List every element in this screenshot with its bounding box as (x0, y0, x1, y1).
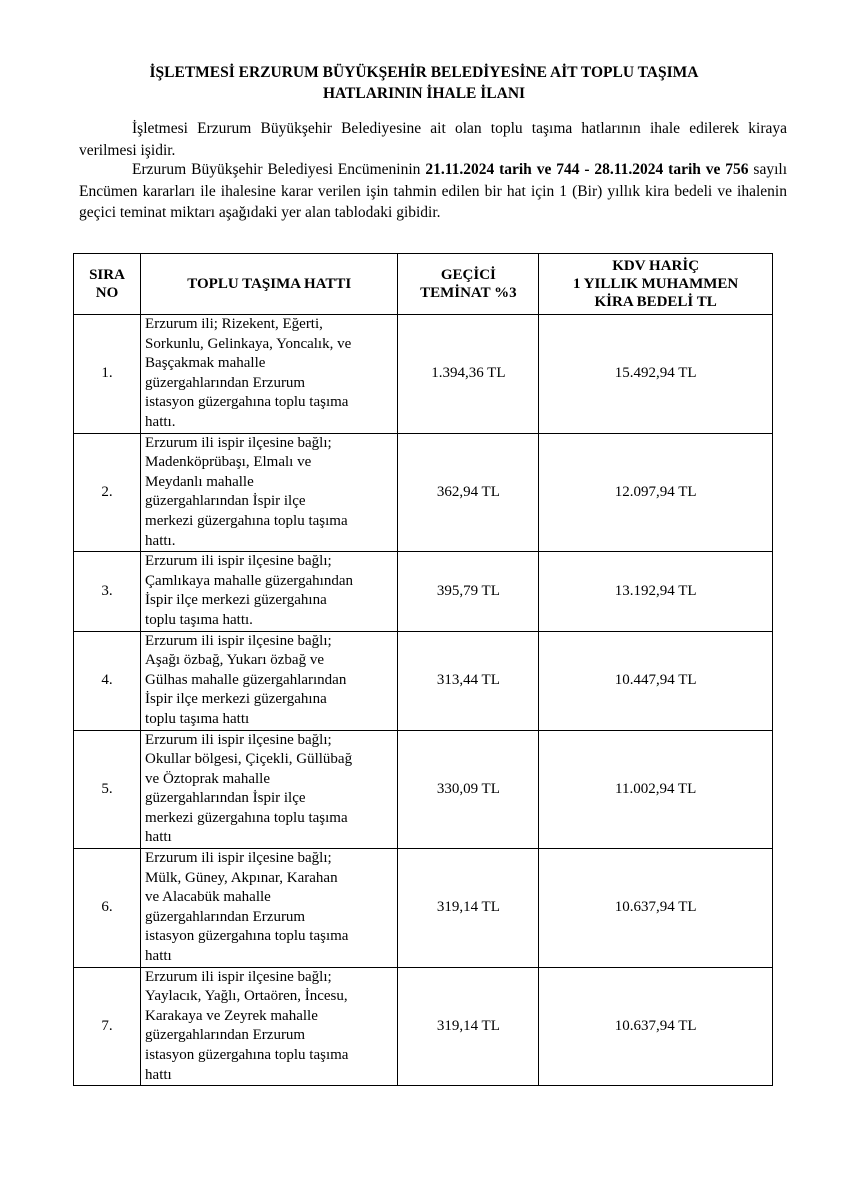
p2-rest: sayılı Encümen kararları ile ihalesine karar verilen işin tahmin edilen bir hat için 1 (Bir) yıllık kira bedeli ve ihalenin geçici teminat miktarı aşağıdaki yer alan tablodaki gibidir. (79, 161, 787, 221)
route-line: Okullar bölgesi, Çiçekli, Güllübağ (145, 751, 353, 768)
route-line: Erzurum ili ispir ilçesine bağlı; (145, 731, 332, 748)
route-line: Başçakmak mahalle (145, 355, 266, 372)
p2-decision-dates: 21.11.2024 tarih ve 744 - 28.11.2024 tarih ve 756 (425, 161, 749, 178)
route-line: Çamlıkaya mahalle güzergahından (145, 572, 354, 589)
deposit-cell: 319,14 TL (398, 967, 539, 1086)
route-line: Erzurum ili ispir ilçesine bağlı; (145, 850, 332, 867)
deposit-cell: 362,94 TL (398, 433, 539, 552)
header-route: TOPLU TAŞIMA HATTI (141, 254, 398, 315)
route-cell (141, 433, 398, 552)
route-line: hattı. (145, 413, 176, 430)
route-cell (141, 552, 398, 631)
route-cell (141, 849, 398, 968)
route-line: hattı (145, 829, 172, 846)
table-header-row (74, 254, 773, 315)
route-line: Karakaya ve Zeyrek mahalle (145, 1007, 318, 1024)
route-line: istasyon güzergahına toplu taşıma (145, 928, 349, 945)
table-row (74, 967, 773, 1086)
route-line: güzergahlarından Erzurum (145, 1027, 306, 1044)
route-line: toplu taşıma hattı. (145, 611, 253, 628)
header-deposit-line1: GEÇİCİ (440, 267, 496, 283)
route-line: güzergahlarından İspir ilçe (145, 493, 306, 510)
row-number: 2. (74, 433, 141, 552)
rent-cell: 13.192,94 TL (539, 552, 773, 631)
route-line: Mülk, Güney, Akpınar, Karahan (145, 869, 338, 886)
rent-cell: 10.447,94 TL (539, 631, 773, 730)
route-line: Erzurum ili; Rizekent, Eğerti, (145, 316, 323, 332)
deposit-cell: 330,09 TL (398, 730, 539, 849)
table-row (74, 552, 773, 631)
row-number: 6. (74, 849, 141, 968)
transport-lines-table (73, 253, 773, 1086)
route-line: istasyon güzergahına toplu taşıma (145, 1047, 349, 1063)
route-line: Erzurum ili ispir ilçesine bağlı; (145, 434, 332, 451)
header-rent (539, 254, 773, 315)
table-row (74, 849, 773, 968)
route-line: hattı. (145, 532, 176, 549)
header-rent-line1: KDV HARİÇ (612, 258, 700, 274)
table-body (74, 315, 773, 1086)
header-sira-no (74, 254, 141, 315)
rent-cell: 10.637,94 TL (539, 849, 773, 968)
deposit-cell: 313,44 TL (398, 631, 539, 730)
route-line: Erzurum ili ispir ilçesine bağlı; (145, 968, 332, 985)
route-cell (141, 967, 398, 1086)
route-line: merkezi güzergahına toplu taşıma (145, 512, 348, 529)
route-line: Erzurum ili ispir ilçesine bağlı; (145, 553, 332, 570)
intro-paragraph-2 (79, 159, 787, 224)
route-line: istasyon güzergahına toplu taşıma (145, 394, 349, 411)
header-deposit (398, 254, 539, 315)
route-line: toplu taşıma hattı (145, 710, 250, 727)
route-line: ve Öztoprak mahalle (145, 770, 270, 787)
row-number: 5. (74, 730, 141, 849)
rent-cell: 15.492,94 TL (539, 315, 773, 434)
rent-cell: 12.097,94 TL (539, 433, 773, 552)
row-number: 1. (74, 315, 141, 434)
rent-cell: 11.002,94 TL (539, 730, 773, 849)
header-sira-line1: SIRA (89, 267, 125, 283)
row-number: 4. (74, 631, 141, 730)
document-title (70, 62, 778, 104)
intro-paragraph-1: İşletmesi Erzurum Büyükşehir Belediyesine ait olan toplu taşıma hatlarının ihale edilerek kiraya verilmesi işidir. (79, 120, 787, 159)
route-line: Meydanlı mahalle (145, 473, 254, 490)
route-line: İspir ilçe merkezi güzergahına (145, 592, 327, 609)
route-line: hattı (145, 948, 172, 965)
p2-start: Erzurum Büyükşehir Belediyesi Encümeninin (132, 161, 426, 178)
route-line: İspir ilçe merkezi güzergahına (145, 691, 327, 708)
route-cell (141, 631, 398, 730)
header-deposit-line2: TEMİNAT %3 (420, 285, 517, 301)
title-line-2: HATLARININ İHALE İLANI (322, 85, 526, 102)
route-cell (141, 730, 398, 849)
table-row (74, 433, 773, 552)
deposit-cell: 319,14 TL (398, 849, 539, 968)
route-line: Erzurum ili ispir ilçesine bağlı; (145, 632, 332, 649)
title-line-1: İŞLETMESİ ERZURUM BÜYÜKŞEHİR BELEDİYESİNE AİT TOPLU TAŞIMA (149, 64, 699, 81)
row-number: 7. (74, 967, 141, 1086)
header-sira-line2: NO (95, 285, 119, 301)
route-line: güzergahlarından İspir ilçe (145, 790, 306, 807)
row-number: 3. (74, 552, 141, 631)
route-line: merkezi güzergahına toplu taşıma (145, 809, 348, 826)
route-line: Gülhas mahalle güzergahlarından (145, 671, 347, 688)
table-row (74, 631, 773, 730)
header-rent-line2: 1 YILLIK MUHAMMEN (572, 276, 739, 292)
rent-cell: 10.637,94 TL (539, 967, 773, 1086)
table-row (74, 315, 773, 434)
route-line: hattı (145, 1066, 172, 1083)
header-rent-line3: KİRA BEDELİ TL (594, 294, 717, 310)
route-line: Yaylacık, Yağlı, Ortaören, İncesu, (145, 988, 348, 1005)
route-cell (141, 315, 398, 434)
deposit-cell: 1.394,36 TL (398, 315, 539, 434)
route-line: güzergahlarından Erzurum (145, 374, 306, 391)
route-line: Madenköprübaşı, Elmalı ve (145, 454, 312, 471)
deposit-cell: 395,79 TL (398, 552, 539, 631)
route-line: ve Alacabük mahalle (145, 889, 271, 906)
route-line: Sorkunlu, Gelinkaya, Yoncalık, ve (145, 335, 352, 352)
route-line: güzergahlarından Erzurum (145, 908, 306, 925)
route-line: Aşağı özbağ, Yukarı özbağ ve (145, 652, 324, 669)
table-row (74, 730, 773, 849)
